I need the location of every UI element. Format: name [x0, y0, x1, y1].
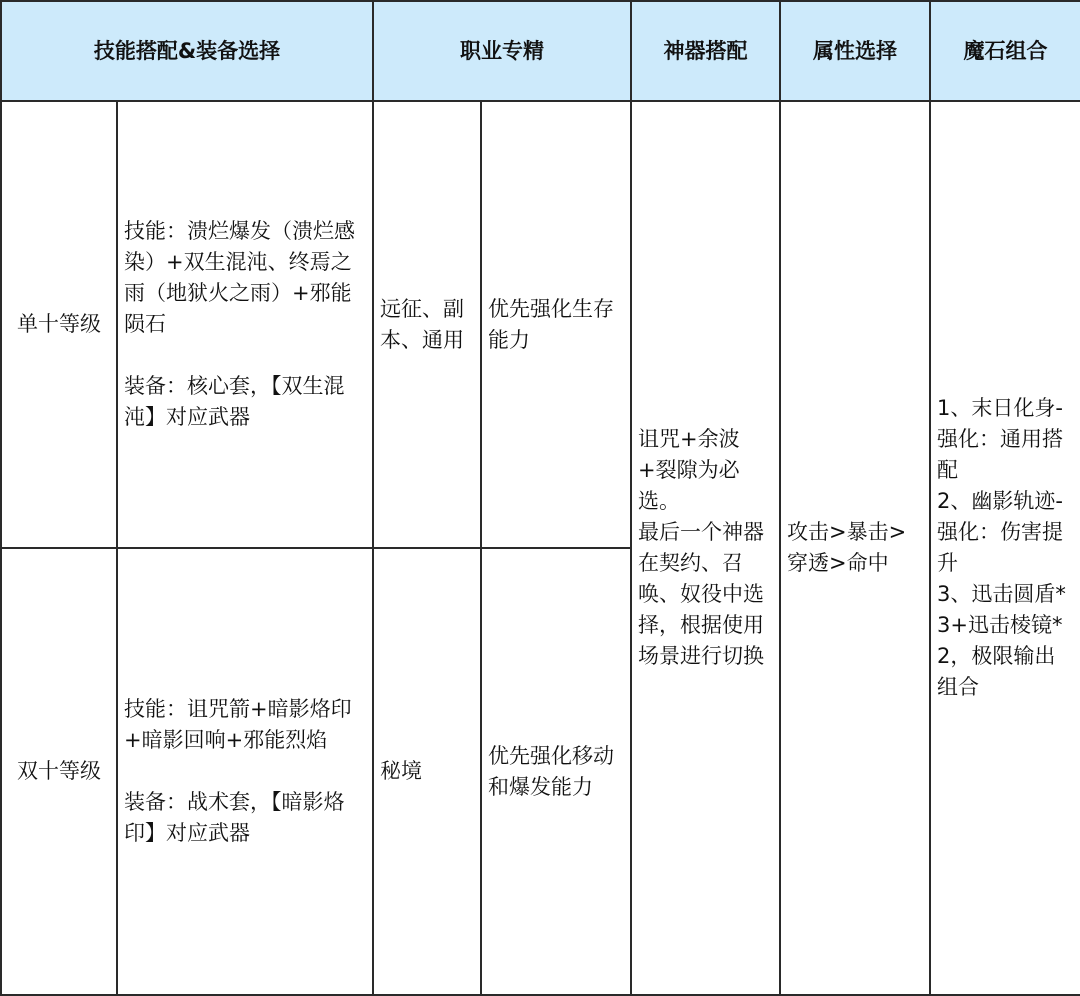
- skills-text: 技能：溃烂爆发（溃烂感染）+双生混沌、终焉之雨（地狱火之雨）+邪能陨石: [124, 219, 355, 336]
- table-row: [1, 101, 1080, 548]
- equipment-text: 装备：核心套，【双生混沌】对应武器: [124, 374, 345, 429]
- equipment-text: 装备：战术套，【暗影烙印】对应武器: [124, 790, 345, 845]
- magic-stone-item: 2、幽影轨迹-强化：伤害提升: [937, 489, 1064, 575]
- skills-equipment-cell: [117, 548, 373, 995]
- level-cell: 单十等级: [1, 101, 117, 548]
- header-skills-equipment: 技能搭配&装备选择: [1, 1, 373, 101]
- spec-mode-cell: 远征、副本、通用: [373, 101, 481, 548]
- spec-focus-cell: 优先强化移动和爆发能力: [481, 548, 631, 995]
- header-row: [1, 1, 1080, 101]
- skills-text: 技能：诅咒箭+暗影烙印+暗影回响+邪能烈焰: [124, 697, 352, 752]
- paragraph-gap: [124, 340, 366, 371]
- header-attribute: 属性选择: [780, 1, 930, 101]
- paragraph-gap: [124, 756, 366, 787]
- artifact-cell: [631, 101, 780, 995]
- skills-equipment-cell: [117, 101, 373, 548]
- artifact-line-1: 诅咒+余波+裂隙为必选。: [638, 427, 740, 513]
- spec-focus-cell: 优先强化生存能力: [481, 101, 631, 548]
- header-artifact: 神器搭配: [631, 1, 780, 101]
- header-magic-stone: 魔石组合: [930, 1, 1080, 101]
- magic-stone-cell: [930, 101, 1080, 995]
- magic-stone-item: 1、末日化身-强化：通用搭配: [937, 396, 1064, 482]
- artifact-line-2: 最后一个神器在契约、召唤、奴役中选择，根据使用场景进行切换: [638, 520, 765, 668]
- attribute-cell: 攻击>暴击>穿透>命中: [780, 101, 930, 995]
- spec-mode-cell: 秘境: [373, 548, 481, 995]
- magic-stone-item: 3、迅击圆盾*3+迅击棱镜*2，极限输出组合: [937, 582, 1066, 699]
- header-class-spec: 职业专精: [373, 1, 631, 101]
- level-cell: 双十等级: [1, 548, 117, 995]
